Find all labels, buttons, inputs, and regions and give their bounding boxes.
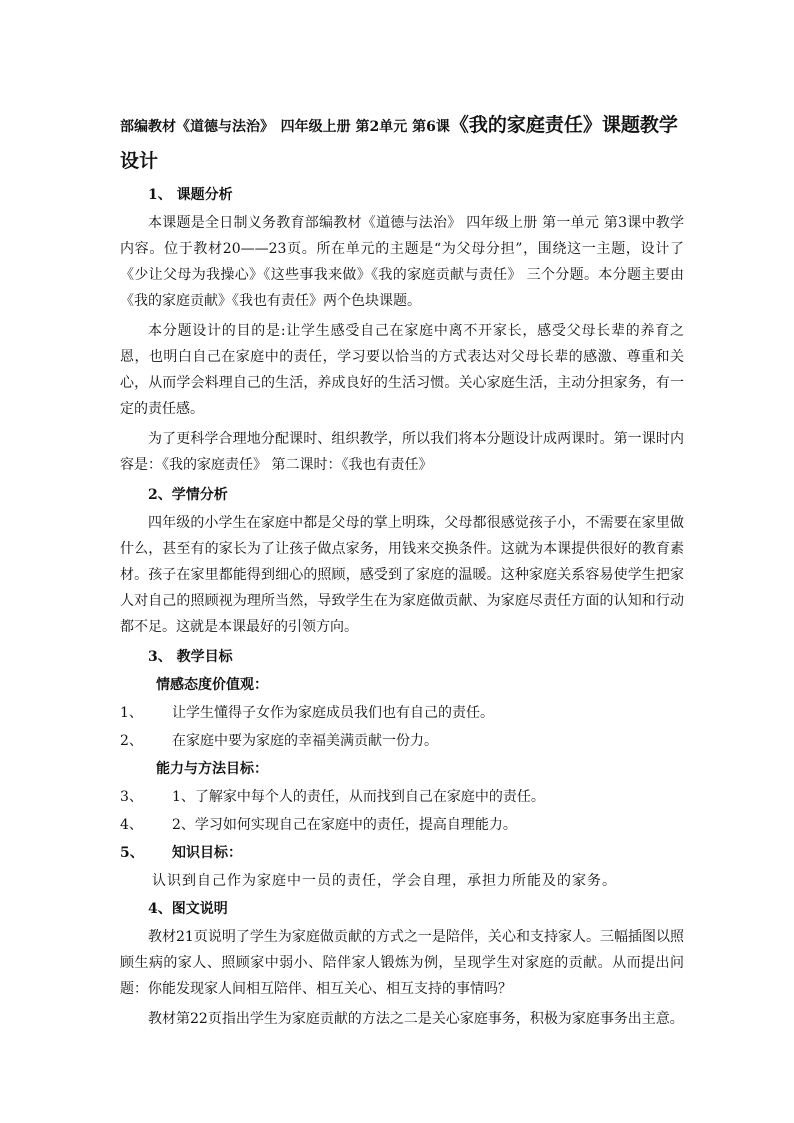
list-item-knowledge: 5、 知识目标： bbox=[120, 845, 242, 861]
section-1-paragraph-2: 本分题设计的目的是:让学生感受自己在家庭中离不开家长，感受父母长辈的养育之恩，也明白自己在家庭中的责任，学习要以恰当的方式表达对父母长辈的感激、尊重和关心，从而学会料理自己的生活，养成良好的生活习惯。关心家庭生活，主动分担家务，有一定的责任感。 bbox=[120, 323, 684, 417]
section-1-paragraph-3: 为了更科学合理地分配课时、组织教学，所以我们将本分题设计成两课时。第一课时内容是：《我的家庭责任》 第二课时：《我也有责任》 bbox=[120, 431, 684, 473]
section-1-heading: 1、 课题分析 bbox=[148, 187, 233, 203]
list-item: 2、 在家庭中要为家庭的幸福美满贡献一份力。 bbox=[120, 733, 438, 749]
document-page bbox=[120, 108, 684, 1036]
section-3-heading: 3、 教学目标 bbox=[148, 649, 233, 665]
section-2-paragraph-1: 四年级的小学生在家庭中都是父母的掌上明珠，父母都很感觉孩子小，不需要在家里做什么，甚至有的家长为了让孩子做点家务，用钱来交换条件。这就为本课提供很好的教育素材。孩子在家里都能得到细心的照顾，感受到了家庭的温暖。这种家庭关系容易使学生把家人对自己的照顾视为理所当然，导致学生在为家庭做贡献、为家庭尽责任方面的认知和行动都不足。这就是本课最好的引领方向。 bbox=[120, 515, 684, 635]
title-lesson: 《我的家庭责任》课题教学设计 bbox=[120, 114, 678, 172]
list-item: 1、 让学生懂得子女作为家庭成员我们也有自己的责任。 bbox=[120, 705, 494, 721]
list-item: 3、 1、了解家中每个人的责任，从而找到自己在家庭中的责任。 bbox=[120, 789, 545, 805]
section-1-paragraph-1: 本课题是全日制义务教育部编教材《道德与法治》 四年级上册 第一单元 第3课中教学内容。位于教材20——23页。所在单元的主题是“为父母分担”，围绕这一主题，设计了《少让父母为我操心》《这些事我来做》《我的家庭贡献与责任》 三个分题。本分题主要由《我的家庭贡献》《我也有责任》两个色块课题。 bbox=[120, 215, 684, 309]
section-4-paragraph-2: 教材第22页指出学生为家庭贡献的方法之二是关心家庭事务，积极为家庭事务出主意。 bbox=[148, 1011, 684, 1027]
section-4-heading: 4、图文说明 bbox=[148, 901, 228, 917]
title-textbook: 部编教材《道德与法治》 bbox=[120, 119, 274, 135]
document-title bbox=[120, 108, 684, 178]
knowledge-goal-text: 认识到自己作为家庭中一员的责任，学会自理，承担力所能及的家务。 bbox=[152, 873, 617, 889]
section-4-paragraph-1: 教材21页说明了学生为家庭做贡献的方式之一是陪伴，关心和支持家人。三幅插图以照顾生病的家人、照顾家中弱小、陪伴家人锻炼为例，呈现学生对家庭的贡献。从而提出问题：你能发现家人间相互陪伴、相互关心、相互支持的事情吗？ bbox=[120, 929, 684, 997]
section-2-heading: 2、学情分析 bbox=[148, 487, 228, 503]
goal-subheading-ability: 能力与方法目标： bbox=[156, 761, 268, 777]
goal-subheading-emotion: 情感态度价值观： bbox=[156, 677, 268, 693]
list-item: 4、 2、学习如何实现自己在家庭中的责任，提高自理能力。 bbox=[120, 817, 517, 833]
title-grade-unit: 四年级上册 第2单元 第6课 bbox=[280, 119, 450, 135]
